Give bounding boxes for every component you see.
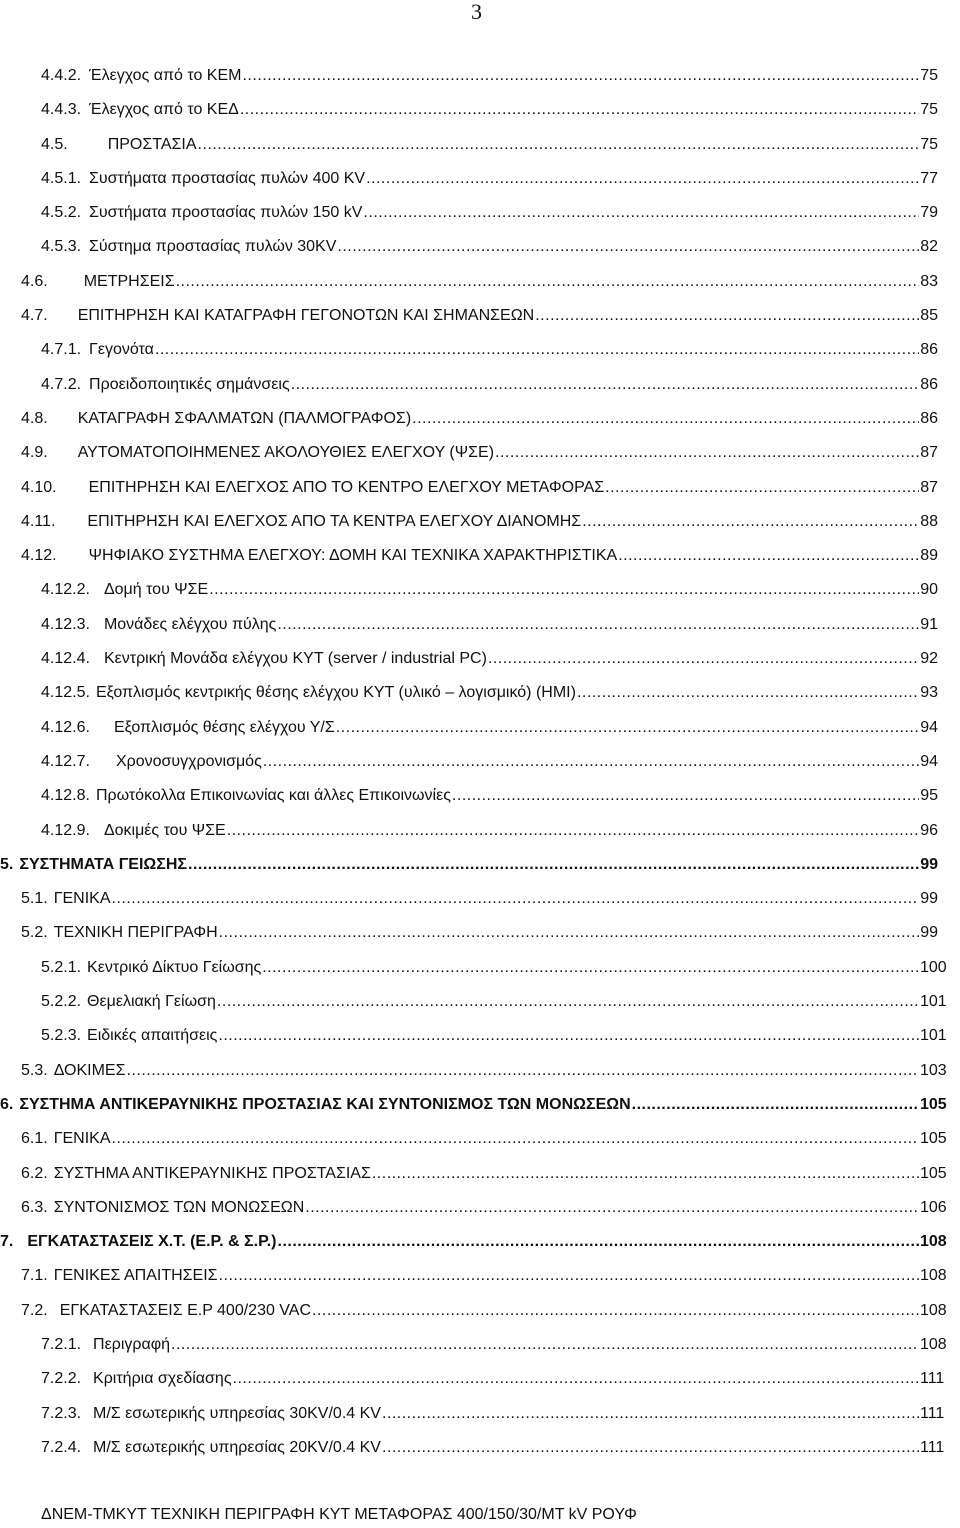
toc-entry[interactable] xyxy=(0,1125,960,1159)
toc-entry[interactable] xyxy=(0,62,960,96)
toc-entry-title: Συστήματα προστασίας πυλών 150 kV xyxy=(89,204,363,222)
toc-entry-number: 4.10. xyxy=(21,478,57,496)
toc-entry-page: 99 xyxy=(920,890,938,908)
toc-entry-title: Κεντρικό Δίκτυο Γείωσης xyxy=(87,958,262,976)
dot-leader xyxy=(198,133,919,157)
toc-entry-number: 7.2.2. xyxy=(41,1370,82,1388)
toc-entry-number: 4.5.1. xyxy=(41,169,82,187)
toc-entry[interactable] xyxy=(0,233,960,267)
dot-leader xyxy=(155,338,919,362)
toc-entry[interactable] xyxy=(0,336,960,370)
toc-entry-title: ΣΥΣΤΗΜΑ ΑΝΤΙΚΕΡΑΥΝΙΚΗΣ ΠΡΟΣΤΑΣΙΑΣ ΚΑΙ ΣΥΝΤΟΝΙΣΜΟΣ ΤΩΝ ΜΟΝΩΣΕΩΝ xyxy=(19,1095,631,1113)
toc-entry-title: ΕΓΚΑΤΑΣΤΑΣΕΙΣ Χ.Τ. (Ε.Ρ. & Σ.Ρ.) xyxy=(27,1233,277,1251)
toc-entry-number: 4.4.2. xyxy=(41,67,82,84)
dot-leader xyxy=(337,235,919,259)
toc-entry-number: 7. xyxy=(0,1233,14,1251)
toc-entry-page: 75 xyxy=(920,135,938,153)
toc-entry-title: Εξοπλισμός κεντρικής θέσης ελέγχου ΚΥΤ (υλικό – λογισμικό) (HMI) xyxy=(95,684,576,702)
toc-entry-page: 96 xyxy=(920,821,938,839)
toc-entry[interactable] xyxy=(0,96,960,130)
toc-entry-title: ΕΠΙΤΗΡΗΣΗ ΚΑΙ ΕΛΕΓΧΟΣ ΑΠΟ ΤΑ ΚΕΝΤΡΑ ΕΛΕΓΧΟΥ ΔΙΑΝΟΜΗΣ xyxy=(87,512,582,530)
toc-entry-title: ΓΕΝΙΚΑ xyxy=(53,1130,111,1148)
toc-entry-title: Κριτήρια σχεδίασης xyxy=(93,1370,232,1388)
toc-entry[interactable] xyxy=(0,782,960,816)
toc-entry[interactable] xyxy=(0,1434,960,1468)
toc-entry-number: 4.7. xyxy=(21,307,48,325)
page-footer: ΔΝΕΜ-ΤΜΚΥΤ ΤΕΧΝΙΚΗ ΠΕΡΙΓΡΑΦΗ ΚΥΤ ΜΕΤΑΦΟΡΑΣ 400/150/30/ΜΤ kV ΡΟΥΦ xyxy=(41,1506,637,1523)
dot-leader xyxy=(112,887,919,911)
toc-entry-page: 83 xyxy=(920,272,938,290)
toc-entry[interactable] xyxy=(0,1400,960,1434)
toc-entry-title: ΨΗΦΙΑΚΟ ΣΥΣΤΗΜΑ ΕΛΕΓΧΟΥ: ΔΟΜΗ ΚΑΙ ΤΕΧΝΙΚΑ ΧΑΡΑΚΤΗΡΙΣΤΙΚΑ xyxy=(88,547,618,565)
toc-entry-page: 94 xyxy=(920,752,938,770)
toc-entry-title: ΕΓΚΑΤΑΣΤΑΣΕΙΣ Ε.Ρ 400/230 VAC xyxy=(59,1301,312,1319)
dot-leader xyxy=(412,407,919,431)
toc-entry-number: 6.2. xyxy=(21,1164,48,1182)
toc-entry[interactable] xyxy=(0,1022,960,1056)
toc-entry-page: 103 xyxy=(920,1061,947,1079)
toc-entry-page: 105 xyxy=(920,1095,947,1113)
toc-entry[interactable] xyxy=(0,679,960,713)
toc-entry-page: 90 xyxy=(920,581,938,599)
toc-entry[interactable] xyxy=(0,851,960,885)
toc-entry-title: ΠΡΟΣΤΑΣΙΑ xyxy=(107,135,197,153)
toc-entry-title: Δοκιμές του ΨΣΕ xyxy=(103,821,226,839)
toc-entry-title: ΕΠΙΤΗΡΗΣΗ ΚΑΙ ΚΑΤΑΓΡΑΦΗ ΓΕΓΟΝΟΤΩΝ ΚΑΙ ΣΗΜΑΝΣΕΩΝ xyxy=(77,307,535,325)
toc-entry-page: 101 xyxy=(920,993,947,1011)
dot-leader xyxy=(277,613,919,637)
toc-entry-page: 108 xyxy=(920,1267,947,1285)
toc-entry[interactable] xyxy=(0,1297,960,1331)
dot-leader xyxy=(242,64,919,88)
toc-entry-page: 99 xyxy=(920,855,938,873)
toc-entry-number: 4.9. xyxy=(21,444,48,462)
toc-entry-number: 5.2. xyxy=(21,924,48,942)
toc-entry-page: 75 xyxy=(920,101,938,119)
toc-entry[interactable] xyxy=(0,1331,960,1365)
dot-leader xyxy=(233,1367,919,1391)
toc-entry-page: 86 xyxy=(920,375,938,393)
toc-entry-page: 105 xyxy=(920,1164,947,1182)
table-of-contents xyxy=(0,62,960,1468)
toc-entry-title: Γεγονότα xyxy=(89,341,154,359)
toc-entry-page: 94 xyxy=(920,718,938,736)
toc-entry-number: 4.6. xyxy=(21,272,48,290)
dot-leader xyxy=(382,1402,919,1426)
dot-leader xyxy=(263,750,919,774)
toc-entry-page: 86 xyxy=(920,409,938,427)
toc-entry-title: ΣΥΣΤΗΜΑ ΑΝΤΙΚΕΡΑΥΝΙΚΗΣ ΠΡΟΣΤΑΣΙΑΣ xyxy=(53,1164,371,1182)
dot-leader xyxy=(372,1162,919,1186)
toc-entry-page: 108 xyxy=(920,1301,947,1319)
toc-entry[interactable] xyxy=(0,1091,960,1125)
toc-entry-number: 4.12.9. xyxy=(41,821,90,839)
dot-leader xyxy=(219,1264,919,1288)
toc-entry[interactable] xyxy=(0,405,960,439)
toc-entry-page: 108 xyxy=(920,1233,947,1251)
toc-entry-page: 87 xyxy=(920,444,938,462)
toc-entry-number: 7.2.4. xyxy=(41,1438,82,1456)
toc-entry-number: 4.7.2. xyxy=(41,375,82,393)
dot-leader xyxy=(535,304,919,328)
toc-entry-number: 4.5. xyxy=(41,135,68,153)
toc-entry-page: 88 xyxy=(920,512,938,530)
toc-entry[interactable] xyxy=(0,165,960,199)
toc-entry-page: 79 xyxy=(920,204,938,222)
toc-entry-title: Μ/Σ εσωτερικής υπηρεσίας 30KV/0.4 KV xyxy=(93,1404,381,1422)
toc-entry-page: 89 xyxy=(920,547,938,565)
toc-entry-number: 7.2.3. xyxy=(41,1404,82,1422)
toc-entry[interactable] xyxy=(0,714,960,748)
toc-entry-title: ΜΕΤΡΗΣΕΙΣ xyxy=(83,272,175,290)
toc-entry-number: 4.5.3. xyxy=(41,238,82,256)
toc-entry-number: 5.1. xyxy=(21,890,48,908)
toc-entry-page: 111 xyxy=(920,1404,945,1422)
toc-entry-number: 5.2.1. xyxy=(41,958,82,976)
dot-leader xyxy=(262,956,919,980)
dot-leader xyxy=(632,1093,919,1117)
toc-entry-number: 4.4.3. xyxy=(41,101,82,119)
toc-entry-title: ΔΟΚΙΜΕΣ xyxy=(53,1061,126,1079)
toc-entry[interactable] xyxy=(0,439,960,473)
toc-entry-title: Κεντρική Μονάδα ελέγχου ΚΥΤ (server / industrial PC) xyxy=(103,650,487,668)
toc-entry-number: 4.12.5. xyxy=(41,684,90,702)
toc-entry-number: 4.12. xyxy=(21,547,57,565)
toc-entry[interactable] xyxy=(0,1262,960,1296)
toc-entry-number: 7.2.1. xyxy=(41,1335,82,1353)
toc-entry-title: ΕΠΙΤΗΡΗΣΗ ΚΑΙ ΕΛΕΓΧΟΣ ΑΠΟ ΤΟ ΚΕΝΤΡΟ ΕΛΕΓΧΟΥ ΜΕΤΑΦΟΡΑΣ xyxy=(88,478,605,496)
toc-entry-page: 91 xyxy=(920,615,938,633)
dot-leader xyxy=(171,1333,919,1357)
dot-leader xyxy=(582,510,919,534)
toc-entry-title: Θεμελιακή Γείωση xyxy=(87,993,216,1011)
toc-entry[interactable] xyxy=(0,268,960,302)
toc-entry-page: 87 xyxy=(920,478,938,496)
toc-entry-number: 5.2.3. xyxy=(41,1027,82,1045)
toc-entry-title: Πρωτόκολλα Επικοινωνίας και άλλες Επικοινωνίες xyxy=(95,787,451,805)
dot-leader xyxy=(219,921,919,945)
toc-entry[interactable] xyxy=(0,1057,960,1091)
dot-leader xyxy=(363,201,919,225)
toc-entry-number: 4.5.2. xyxy=(41,204,82,222)
toc-entry-page: 99 xyxy=(920,924,938,942)
toc-entry[interactable] xyxy=(0,817,960,851)
toc-entry-title: Ειδικές απαιτήσεις xyxy=(87,1027,218,1045)
dot-leader xyxy=(605,476,919,500)
toc-entry-title: Προειδοποιητικές σημάνσεις xyxy=(89,375,290,393)
toc-entry[interactable] xyxy=(0,885,960,919)
toc-entry-number: 6.1. xyxy=(21,1130,48,1148)
toc-entry-title: Μ/Σ εσωτερικής υπηρεσίας 20KV/0.4 KV xyxy=(93,1438,381,1456)
dot-leader xyxy=(382,1436,919,1460)
dot-leader xyxy=(227,819,919,843)
toc-entry-page: 111 xyxy=(920,1370,945,1388)
toc-entry-page: 92 xyxy=(920,650,938,668)
toc-entry-number: 5. xyxy=(0,855,14,873)
toc-entry-page: 100 xyxy=(920,958,947,976)
toc-entry[interactable] xyxy=(0,576,960,610)
toc-entry-title: ΤΕΧΝΙΚΗ ΠΕΡΙΓΡΑΦΗ xyxy=(53,924,218,942)
toc-entry[interactable] xyxy=(0,474,960,508)
toc-entry-number: 4.12.4. xyxy=(41,650,90,668)
dot-leader xyxy=(336,716,919,740)
toc-entry[interactable] xyxy=(0,919,960,953)
toc-entry-page: 101 xyxy=(920,1027,947,1045)
toc-entry-page: 86 xyxy=(920,341,938,359)
toc-entry-page: 111 xyxy=(920,1438,945,1456)
toc-entry[interactable] xyxy=(0,131,960,165)
toc-entry[interactable] xyxy=(0,508,960,542)
toc-entry-page: 95 xyxy=(920,787,938,805)
toc-entry[interactable] xyxy=(0,645,960,679)
dot-leader xyxy=(305,1196,919,1220)
toc-entry-page: 108 xyxy=(920,1335,947,1353)
toc-entry-page: 93 xyxy=(920,684,938,702)
dot-leader xyxy=(495,441,919,465)
dot-leader xyxy=(127,1059,920,1083)
toc-entry-title: ΑΥΤΟΜΑΤΟΠΟΙΗΜΕΝΕΣ ΑΚΟΛΟΥΘΙΕΣ ΕΛΕΓΧΟΥ (ΨΣΕ) xyxy=(77,444,495,462)
toc-entry-page: 106 xyxy=(920,1198,947,1216)
dot-leader xyxy=(488,647,919,671)
toc-entry-page: 82 xyxy=(920,238,938,256)
dot-leader xyxy=(312,1299,919,1323)
toc-entry-title: Σύστημα προστασίας πυλών 30KV xyxy=(89,238,337,256)
toc-entry[interactable] xyxy=(0,988,960,1022)
toc-entry-title: Έλεγχος από το ΚΕΜ xyxy=(89,67,242,84)
toc-entry[interactable] xyxy=(0,302,960,336)
toc-entry-title: Εξοπλισμός θέσης ελέγχου Υ/Σ xyxy=(113,718,335,736)
dot-leader xyxy=(209,578,919,602)
toc-entry-number: 4.11. xyxy=(21,512,56,530)
toc-entry-number: 7.1. xyxy=(21,1267,48,1285)
toc-entry[interactable] xyxy=(0,199,960,233)
toc-entry-title: Έλεγχος από το ΚΕΔ xyxy=(89,101,239,119)
toc-entry-number: 4.12.2. xyxy=(41,581,90,599)
toc-entry-title: Χρονοσυγχρονισμός xyxy=(115,752,262,770)
toc-entry-number: 6. xyxy=(0,1095,14,1113)
toc-entry[interactable] xyxy=(0,954,960,988)
dot-leader xyxy=(188,853,919,877)
toc-entry[interactable] xyxy=(0,748,960,782)
page-number: 3 xyxy=(471,0,482,24)
toc-entry-number: 6.3. xyxy=(21,1198,48,1216)
dot-leader xyxy=(366,167,919,191)
toc-entry-title: ΣΥΣΤΗΜΑΤΑ ΓΕΙΩΣΗΣ xyxy=(19,855,188,873)
toc-entry-title: ΓΕΝΙΚΑ xyxy=(53,890,111,908)
toc-entry-number: 4.8. xyxy=(21,409,48,427)
toc-entry-page: 105 xyxy=(920,1130,947,1148)
toc-entry[interactable] xyxy=(0,1194,960,1228)
toc-entry-number: 7.2. xyxy=(21,1301,48,1319)
toc-entry-number: 5.3. xyxy=(21,1061,48,1079)
toc-entry-page: 75 xyxy=(920,67,938,84)
toc-entry[interactable] xyxy=(0,611,960,645)
toc-entry-title: ΣΥΝΤΟΝΙΣΜΟΣ ΤΩΝ ΜΟΝΩΣΕΩΝ xyxy=(53,1198,305,1216)
toc-entry[interactable] xyxy=(0,542,960,576)
toc-entry-title: ΓΕΝΙΚΕΣ ΑΠΑΙΤΗΣΕΙΣ xyxy=(53,1267,218,1285)
toc-entry[interactable] xyxy=(0,371,960,405)
toc-entry-page: 77 xyxy=(920,169,938,187)
toc-entry-number: 4.12.8. xyxy=(41,787,90,805)
dot-leader xyxy=(176,270,919,294)
dot-leader xyxy=(618,544,919,568)
dot-leader xyxy=(278,1230,920,1254)
dot-leader xyxy=(577,681,919,705)
toc-entry[interactable] xyxy=(0,1228,960,1262)
toc-entry-title: ΚΑΤΑΓΡΑΦΗ ΣΦΑΛΜΑΤΩΝ (ΠΑΛΜΟΓΡΑΦΟΣ) xyxy=(77,409,412,427)
toc-entry[interactable] xyxy=(0,1160,960,1194)
dot-leader xyxy=(218,1024,919,1048)
toc-entry-title: Μονάδες ελέγχου πύλης xyxy=(103,615,277,633)
toc-entry-title: Περιγραφή xyxy=(93,1335,170,1353)
toc-entry-title: Συστήματα προστασίας πυλών 400 KV xyxy=(89,169,366,187)
toc-entry-number: 4.12.3. xyxy=(41,615,90,633)
dot-leader xyxy=(240,98,919,122)
toc-entry-page: 85 xyxy=(920,307,938,325)
dot-leader xyxy=(217,990,919,1014)
dot-leader xyxy=(452,784,919,808)
toc-entry-title: Δομή του ΨΣΕ xyxy=(103,581,209,599)
toc-entry-number: 4.7.1. xyxy=(41,341,82,359)
toc-entry-number: 4.12.7. xyxy=(41,752,90,770)
toc-entry-number: 5.2.2. xyxy=(41,993,82,1011)
toc-entry-number: 4.12.6. xyxy=(41,718,90,736)
dot-leader xyxy=(291,373,919,397)
toc-entry[interactable] xyxy=(0,1365,960,1399)
dot-leader xyxy=(112,1127,919,1151)
